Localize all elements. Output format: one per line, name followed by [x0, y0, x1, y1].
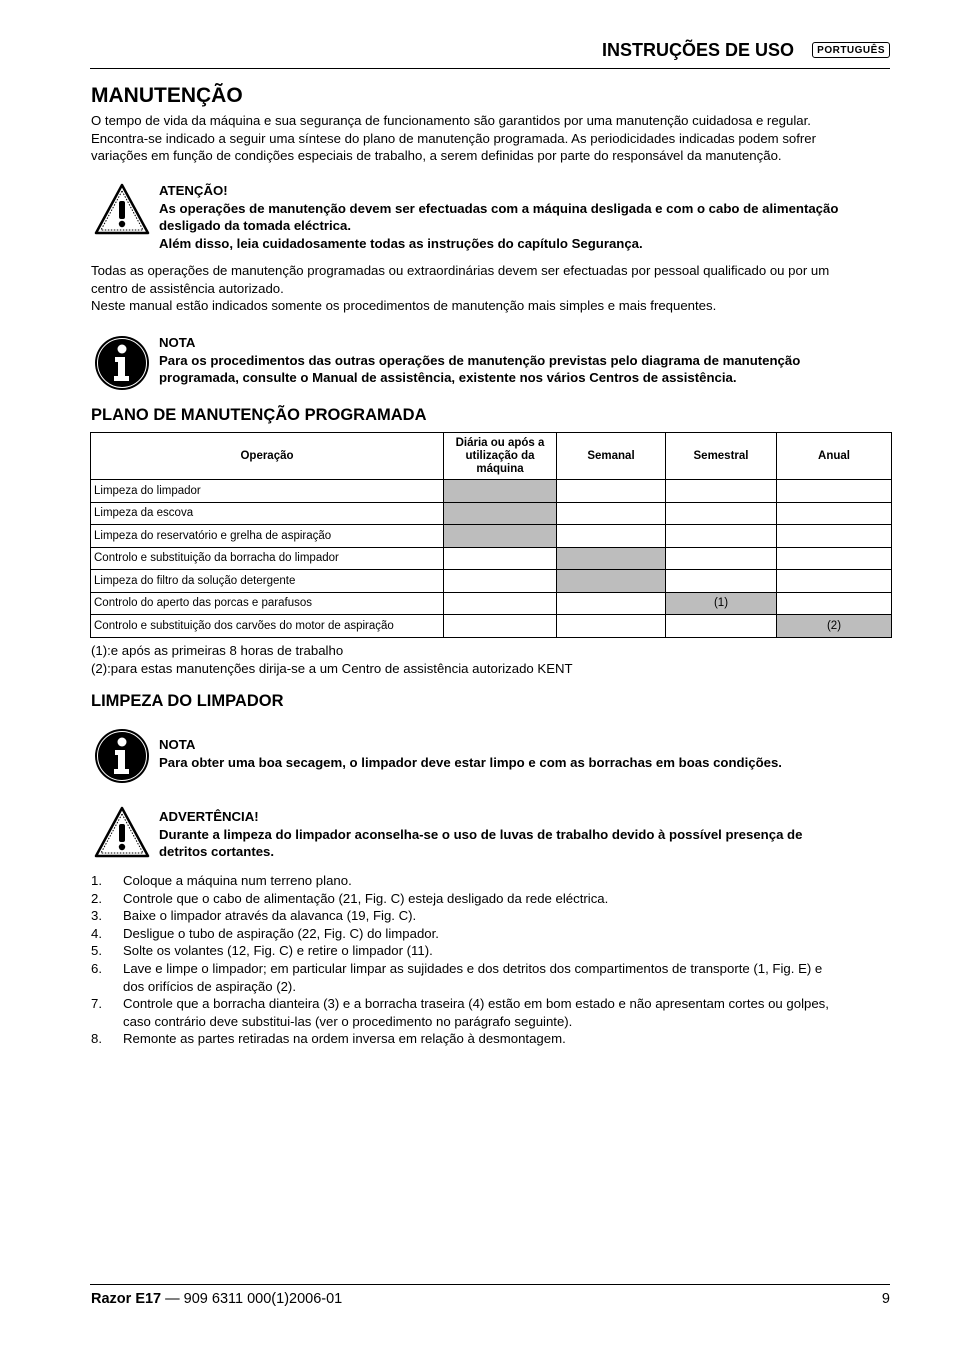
maintenance-plan-table	[90, 432, 892, 638]
step-text: Controle que o cabo de alimentação (21, Fig. C) esteja desligado da rede eléctrica.	[123, 890, 609, 906]
list-item	[91, 942, 891, 960]
cleaning-title: LIMPEZA DO LIMPADOR	[91, 692, 284, 710]
steps-list	[91, 872, 891, 1048]
empty-cell	[557, 615, 666, 638]
language-badge: PORTUGUÊS	[812, 42, 890, 58]
step-number: 8.	[91, 1031, 102, 1047]
step-text: Desligue o tubo de aspiração (22, Fig. C) do limpador.	[123, 925, 439, 941]
note-callout	[159, 334, 894, 387]
step-number: 3.	[91, 908, 102, 924]
empty-cell	[557, 502, 666, 525]
empty-cell	[444, 547, 557, 570]
scheduled-cell	[557, 547, 666, 570]
operation-cell: Controlo do aperto das porcas e parafusos	[91, 592, 444, 615]
empty-cell	[777, 502, 892, 525]
scheduled-cell: (2)	[777, 615, 892, 638]
step-text: dos orifícios de aspiração (2).	[123, 978, 296, 994]
list-item	[91, 1030, 891, 1048]
list-item	[91, 907, 891, 925]
scheduled-cell	[557, 570, 666, 593]
operation-cell: Limpeza do filtro da solução detergente	[91, 570, 444, 593]
step-number: 5.	[91, 943, 102, 959]
scheduled-cell	[444, 502, 557, 525]
info-icon	[94, 335, 150, 391]
table-row	[91, 592, 892, 615]
section-title: MANUTENÇÃO	[91, 84, 243, 107]
attention-line: desligado da tomada eléctrica.	[159, 218, 352, 233]
operation-cell: Controlo e substituição dos carvões do motor de aspiração	[91, 615, 444, 638]
column-header: Semestral	[666, 433, 777, 480]
step-text: Solte os volantes (12, Fig. C) e retire o limpador (11).	[123, 943, 433, 959]
step-text: Baixe o limpador através da alavanca (19, Fig. C).	[123, 908, 417, 924]
footer-rule	[90, 1284, 890, 1285]
intro-line: Encontra-se indicado a seguir uma síntese do plano de manutenção programada. As periodicidades indicadas podem sofrer	[91, 130, 817, 146]
list-item	[91, 995, 891, 1030]
table-row	[91, 547, 892, 570]
page-number: 9	[881, 1291, 890, 1307]
table-row	[91, 502, 892, 525]
plan-note: (1):e após as primeiras 8 horas de trabalho	[91, 643, 344, 658]
operation-cell: Limpeza da escova	[91, 502, 444, 525]
qualified-line: Todas as operações de manutenção programadas ou extraordinárias devem ser efectuadas por pessoal qualificado ou por um	[91, 263, 830, 278]
intro-paragraph	[91, 112, 891, 165]
empty-cell	[777, 547, 892, 570]
table-header-row	[91, 433, 892, 480]
table-row	[91, 570, 892, 593]
operation-cell: Limpeza do reservatório e grelha de aspiração	[91, 525, 444, 548]
empty-cell	[666, 570, 777, 593]
qualified-paragraph	[91, 262, 891, 315]
table-row	[91, 525, 892, 548]
note-title: NOTA	[159, 737, 196, 752]
column-header: Anual	[777, 433, 892, 480]
empty-cell	[666, 480, 777, 503]
empty-cell	[557, 480, 666, 503]
step-text: Remonte as partes retiradas na ordem inversa em relação à desmontagem.	[123, 1031, 566, 1047]
footer-doc-code: — 909 6311 000(1)2006-01	[161, 1291, 343, 1307]
note-line: Para os procedimentos das outras operações de manutenção previstas pelo diagrama de manutenção	[159, 352, 801, 368]
empty-cell	[444, 615, 557, 638]
operation-cell: Controlo e substituição da borracha do limpador	[91, 547, 444, 570]
header-rule	[90, 68, 890, 69]
step-text: Coloque a máquina num terreno plano.	[123, 873, 352, 888]
qualified-line: centro de assistência autorizado.	[91, 280, 284, 296]
note-title: NOTA	[159, 335, 196, 350]
scheduled-cell	[444, 480, 557, 503]
warning-triangle-icon	[94, 805, 150, 861]
info-icon	[94, 728, 150, 784]
attention-line: Além disso, leia cuidadosamente todas as instruções do capítulo Segurança.	[159, 235, 643, 251]
attention-callout	[159, 182, 894, 252]
empty-cell	[557, 592, 666, 615]
attention-title: ATENÇÃO!	[159, 183, 228, 198]
table-row	[91, 615, 892, 638]
plan-note: (2):para estas manutenções dirija-se a um Centro de assistência autorizado KENT	[91, 660, 573, 676]
step-number: 6.	[91, 960, 102, 976]
footer-model: Razor E17	[91, 1291, 162, 1307]
note-line: programada, consulte o Manual de assistência, existente nos vários Centros de assistência.	[159, 370, 737, 385]
intro-line: O tempo de vida da máquina e sua segurança de funcionamento são garantidos por uma manutenção cuidadosa e regular.	[91, 113, 811, 128]
step-number: 7.	[91, 996, 102, 1012]
empty-cell	[444, 592, 557, 615]
empty-cell	[777, 480, 892, 503]
warning-title: ADVERTÊNCIA!	[159, 809, 259, 824]
list-item	[91, 890, 891, 908]
step-number: 4.	[91, 925, 102, 941]
note-callout	[159, 736, 894, 771]
empty-cell	[777, 525, 892, 548]
empty-cell	[777, 592, 892, 615]
empty-cell	[557, 525, 666, 548]
footer-doc-info	[91, 1291, 342, 1307]
step-text: Controle que a borracha dianteira (3) e a borracha traseira (4) estão em bom estado e não apresentam cortes ou golpes,	[123, 996, 829, 1012]
warning-triangle-icon	[94, 182, 150, 238]
scheduled-cell: (1)	[666, 592, 777, 615]
header-title: INSTRUÇÕES DE USO	[601, 40, 794, 60]
step-text: Lave e limpe o limpador; em particular limpar as sujidades e dos detritos dos compartimentos de transporte (1, Fig. E) e	[123, 960, 823, 976]
empty-cell	[777, 570, 892, 593]
scheduled-cell	[444, 525, 557, 548]
empty-cell	[444, 570, 557, 593]
list-item	[91, 925, 891, 943]
step-number: 2.	[91, 890, 102, 906]
warning-callout	[159, 808, 894, 861]
warning-line: Durante a limpeza do limpador aconselha-se o uso de luvas de trabalho devido à possível presença de	[159, 826, 803, 842]
empty-cell	[666, 525, 777, 548]
step-number: 1.	[91, 873, 102, 888]
list-item	[91, 960, 891, 995]
column-header: Diária ou após a utilização da máquina	[444, 433, 557, 480]
empty-cell	[666, 547, 777, 570]
operation-cell: Limpeza do limpador	[91, 480, 444, 503]
qualified-line: Neste manual estão indicados somente os procedimentos de manutenção mais simples e mais frequentes.	[91, 298, 717, 313]
empty-cell	[666, 502, 777, 525]
attention-line: As operações de manutenção devem ser efectuadas com a máquina desligada e com o cabo de alimentação	[159, 200, 839, 216]
warning-line: detritos cortantes.	[159, 844, 275, 859]
intro-line: variações em função de condições especiais de trabalho, a serem definidas por parte do responsável da manutenção.	[91, 148, 782, 163]
table-row	[91, 480, 892, 503]
step-text: caso contrário deve substitui-las (ver o procedimento no parágrafo seguinte).	[123, 1013, 573, 1029]
plan-notes	[91, 642, 891, 677]
empty-cell	[666, 615, 777, 638]
note-line: Para obter uma boa secagem, o limpador deve estar limpo e com as borrachas em boas condições.	[159, 754, 782, 770]
list-item	[91, 872, 891, 890]
column-header: Operação	[91, 433, 444, 480]
plan-title: PLANO DE MANUTENÇÃO PROGRAMADA	[91, 406, 427, 424]
column-header: Semanal	[557, 433, 666, 480]
